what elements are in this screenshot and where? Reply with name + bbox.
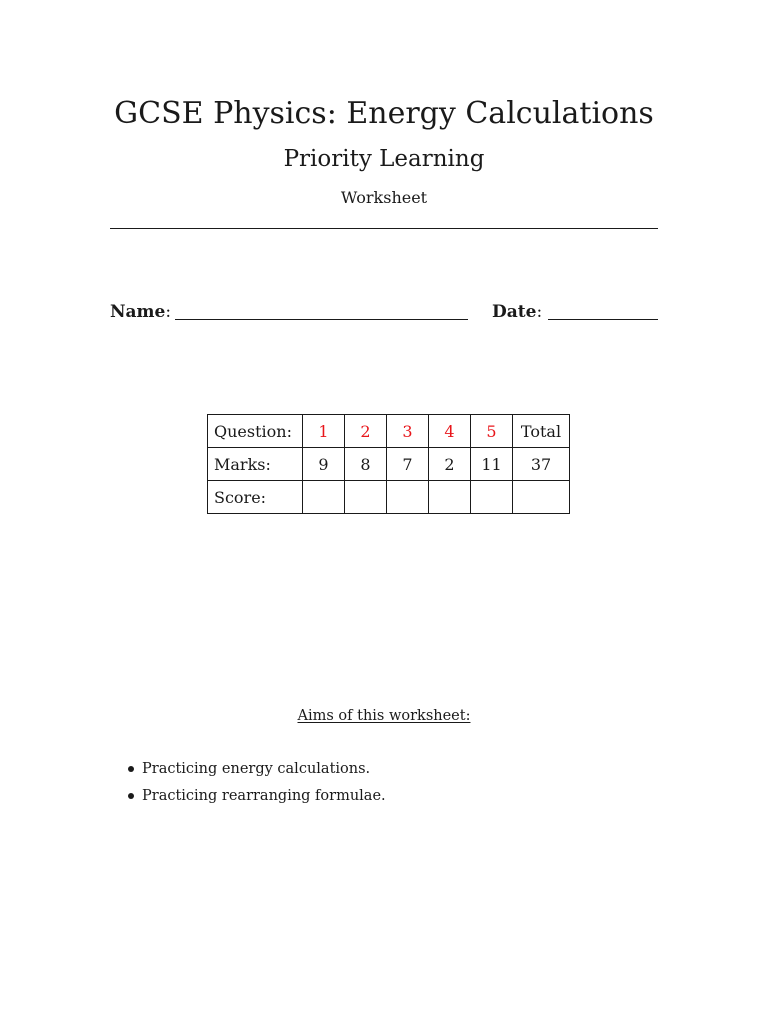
- total-marks-cell: 37: [513, 448, 570, 481]
- score-cell[interactable]: [303, 481, 345, 514]
- marks-cell: 11: [471, 448, 513, 481]
- date-label: Date:: [492, 302, 543, 322]
- question-number: 2: [345, 415, 387, 448]
- score-row-label: Score:: [208, 481, 303, 514]
- aim-text: Practicing rearranging formulae.: [142, 788, 386, 804]
- score-cell[interactable]: [387, 481, 429, 514]
- marks-cell: 7: [387, 448, 429, 481]
- total-score-cell[interactable]: [513, 481, 570, 514]
- bullet-icon: [128, 766, 134, 772]
- document-type: Worksheet: [340, 188, 428, 207]
- total-header: Total: [513, 415, 570, 448]
- student-info-row: [110, 300, 658, 326]
- score-cell[interactable]: [429, 481, 471, 514]
- date-blank-line[interactable]: [548, 319, 658, 320]
- aim-item: [124, 785, 386, 812]
- question-row: [208, 415, 570, 448]
- worksheet-subtitle: Priority Learning: [283, 146, 485, 172]
- score-cell[interactable]: [471, 481, 513, 514]
- question-number: 3: [387, 415, 429, 448]
- name-label: Name:: [110, 302, 172, 322]
- grade-table: [207, 414, 570, 514]
- bullet-icon: [128, 793, 134, 799]
- question-number: 4: [429, 415, 471, 448]
- name-blank-line[interactable]: [175, 319, 468, 320]
- aim-text: Practicing energy calculations.: [142, 761, 371, 777]
- aims-list: [124, 758, 386, 812]
- marks-row-label: Marks:: [208, 448, 303, 481]
- marks-cell: 8: [345, 448, 387, 481]
- score-cell[interactable]: [345, 481, 387, 514]
- question-number: 5: [471, 415, 513, 448]
- worksheet-title: GCSE Physics: Energy Calculations: [114, 96, 654, 131]
- aim-item: [124, 758, 386, 785]
- marks-cell: 9: [303, 448, 345, 481]
- question-row-label: Question:: [208, 415, 303, 448]
- marks-cell: 2: [429, 448, 471, 481]
- aims-heading: Aims of this worksheet:: [297, 708, 471, 724]
- marks-row: [208, 448, 570, 481]
- question-number: 1: [303, 415, 345, 448]
- header-divider: [110, 228, 658, 229]
- score-row: [208, 481, 570, 514]
